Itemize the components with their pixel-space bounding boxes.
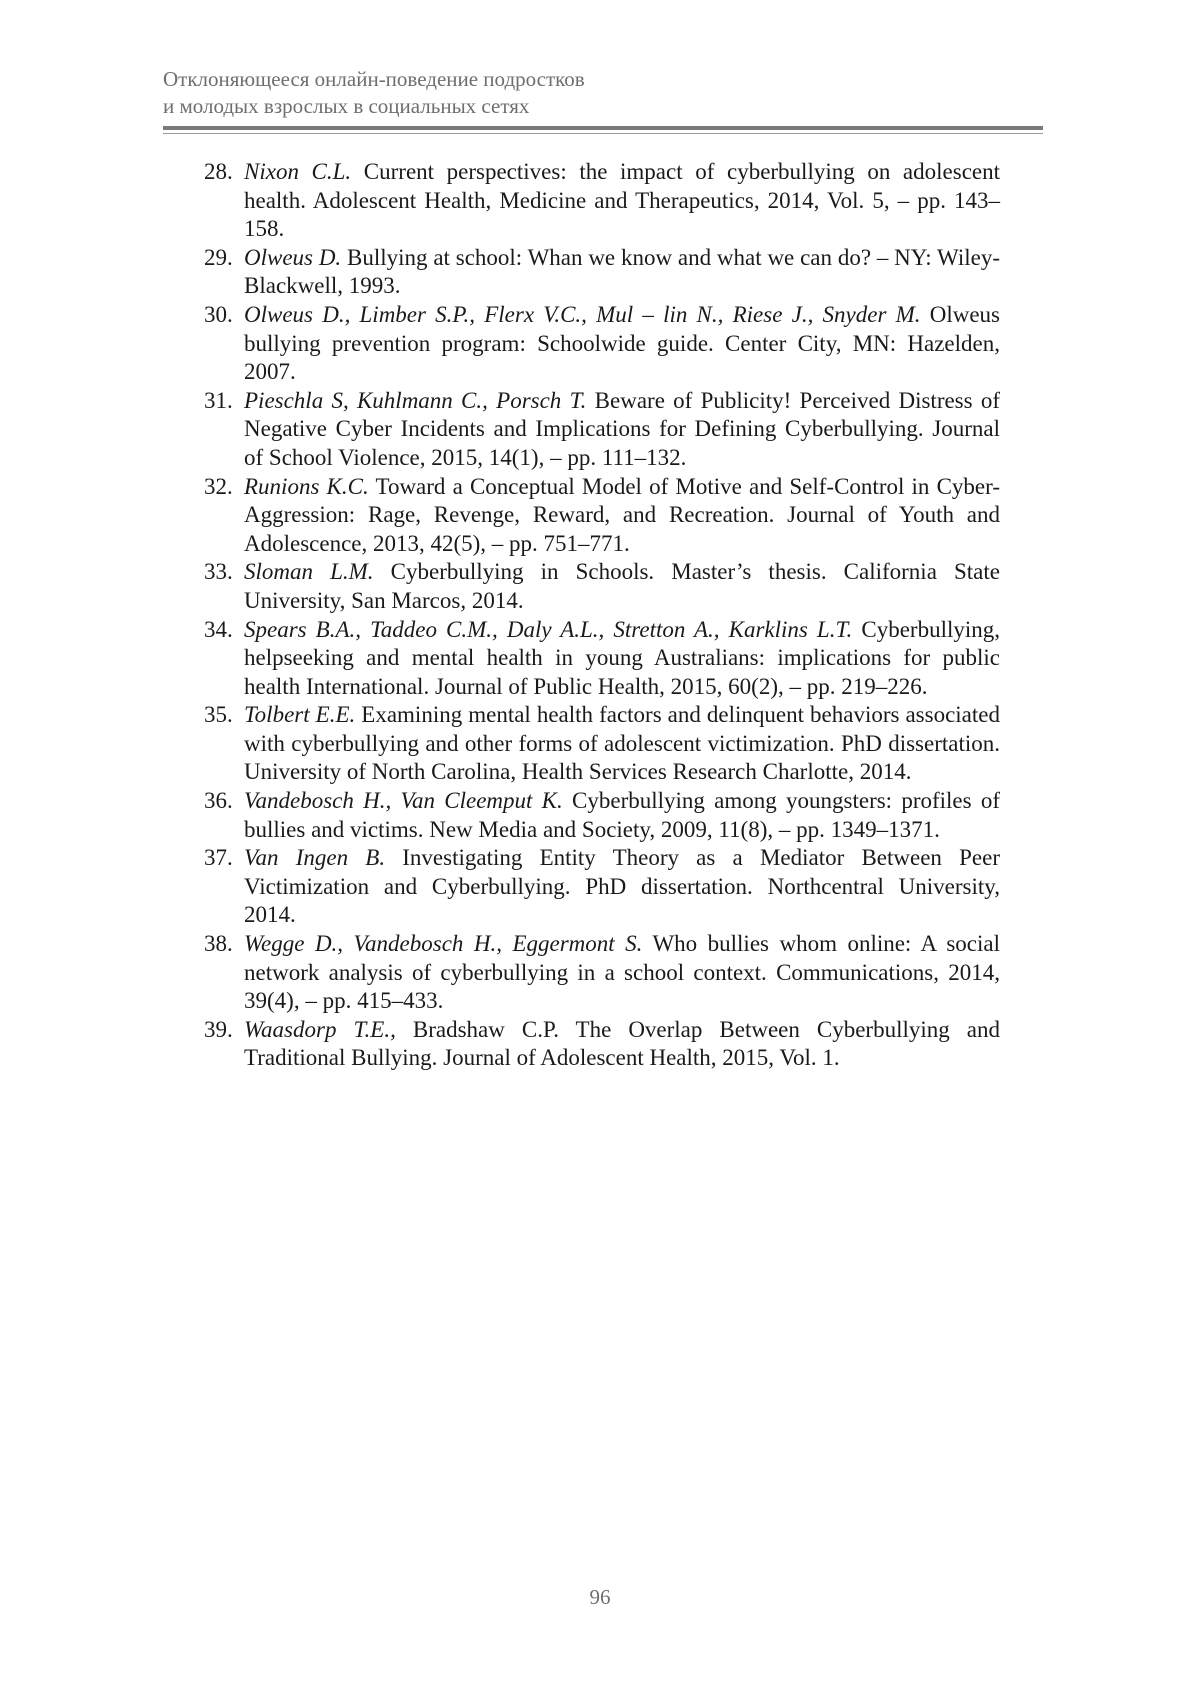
reference-authors: Sloman L.M. — [244, 559, 374, 585]
reference-number: 30. — [204, 301, 233, 327]
page-number: 96 — [589, 1585, 611, 1609]
reference-item-36 — [204, 787, 1000, 844]
reference-number: 39. — [204, 1016, 233, 1042]
reference-text: Beware of Publicity! Perceived Distress of Negative Cyber Incidents and Implications for Defining Cyberbullying. Journal of School Violence, 2015, 14(1), – pp. 111–132. — [244, 387, 1000, 470]
reference-item-30 — [204, 301, 1000, 387]
reference-text: Olweus bullying prevention program: Schoolwide guide. Center City, MN: Hazelden, 2007. — [244, 301, 1000, 385]
reference-item-35 — [204, 701, 1000, 787]
reference-number: 28. — [204, 159, 233, 184]
reference-item-33 — [204, 558, 1000, 615]
running-header — [163, 66, 1043, 120]
running-header-line-1: Отклоняющееся онлайн-поведение подростков — [163, 67, 585, 91]
reference-authors: Pieschla S, Kuhlmann C., Porsch T. — [244, 387, 587, 413]
reference-number: 32. — [204, 473, 233, 499]
reference-authors: Waasdorp T.E., — [244, 1016, 396, 1042]
reference-text: Cyberbullying among youngsters: profiles of bullies and victims. New Media and Society, 2009, 11(8), – pp. 1349–1371. — [244, 788, 1001, 842]
reference-number: 37. — [204, 845, 233, 871]
reference-text: Examining mental health factors and delinquent behaviors associated with cyberbullying and other forms of adolescent victimization. PhD dissertation. University of North Carolina, Health Services Research Charlotte, 2014. — [244, 702, 1000, 785]
reference-number: 33. — [204, 559, 233, 585]
reference-item-31 — [204, 387, 1000, 473]
reference-item-38 — [204, 930, 1000, 1016]
reference-authors: Nixon C.L. — [244, 159, 352, 184]
reference-item-39 — [204, 1016, 1000, 1073]
reference-text: Cyberbullying, helpseeking and mental health in young Australians: implications for public health International. Journal of Public Health, 2015, 60(2), – pp. 219–226. — [244, 616, 1000, 699]
reference-authors: Wegge D., Vandebosch H., Eggermont S. — [244, 931, 643, 957]
reference-number: 35. — [204, 702, 233, 728]
reference-number: 36. — [204, 788, 233, 814]
reference-text: Bullying at school: Whan we know and what we can do? – NY: Wiley-Blackwell, 1993. — [244, 244, 1000, 299]
reference-text: Cyberbullying in Schools. Master’s thesis. California State University, San Marcos, 2014. — [244, 559, 1000, 613]
reference-text: Toward a Conceptual Model of Motive and Self-Control in Cyber-Aggression: Rage, Revenge, Reward, and Recreation. Journal of Youth and Adolescence, 2013, 42(5), – pp. 751–771. — [244, 473, 1001, 556]
reference-authors: Olweus D. — [244, 244, 342, 270]
reference-text: Bradshaw C.P. The Overlap Between Cyberbullying and Traditional Bullying. Journal of Adolescent Health, 2015, Vol. 1. — [244, 1016, 1000, 1071]
reference-authors: Tolbert E.E. — [244, 702, 356, 728]
reference-authors: Spears B.A., Taddeo C.M., Daly A.L., Stretton A., Karklins L.T. — [244, 616, 853, 642]
reference-authors: Olweus D., Limber S.P., Flerx V.C., Mul – lin N., Riese J., Snyder M. — [244, 301, 921, 327]
reference-number: 31. — [204, 387, 233, 413]
reference-item-29 — [204, 244, 1000, 301]
reference-number: 34. — [204, 616, 233, 642]
header-rule-thin — [163, 133, 1043, 134]
reference-item-34 — [204, 616, 1000, 702]
reference-list — [204, 158, 1000, 1073]
running-header-line-2: и молодых взрослых в социальных сетях — [163, 94, 530, 118]
header-rule-thick — [163, 126, 1043, 130]
reference-item-32 — [204, 473, 1000, 559]
reference-authors: Runions K.C. — [244, 473, 369, 499]
reference-authors: Vandebosch H., Van Cleemput K. — [244, 788, 563, 814]
reference-number: 29. — [204, 244, 233, 270]
reference-item-28 — [204, 158, 1000, 244]
reference-text: Current perspectives: the impact of cyberbullying on adolescent health. Adolescent Health, Medicine and Therapeutics, 2014, Vol. 5, – pp. 143–158. — [244, 159, 1001, 242]
reference-authors: Van Ingen B. — [244, 845, 386, 871]
reference-text: Investigating Entity Theory as a Mediator Between Peer Victimization and Cyberbullying. PhD dissertation. Northcentral University, 2014. — [244, 845, 1000, 928]
reference-text: Who bullies whom online: A social network analysis of cyberbullying in a school context. Communications, 2014, 39(4), – pp. 415–433. — [244, 931, 1000, 1014]
reference-number: 38. — [204, 931, 233, 957]
reference-item-37 — [204, 844, 1000, 930]
